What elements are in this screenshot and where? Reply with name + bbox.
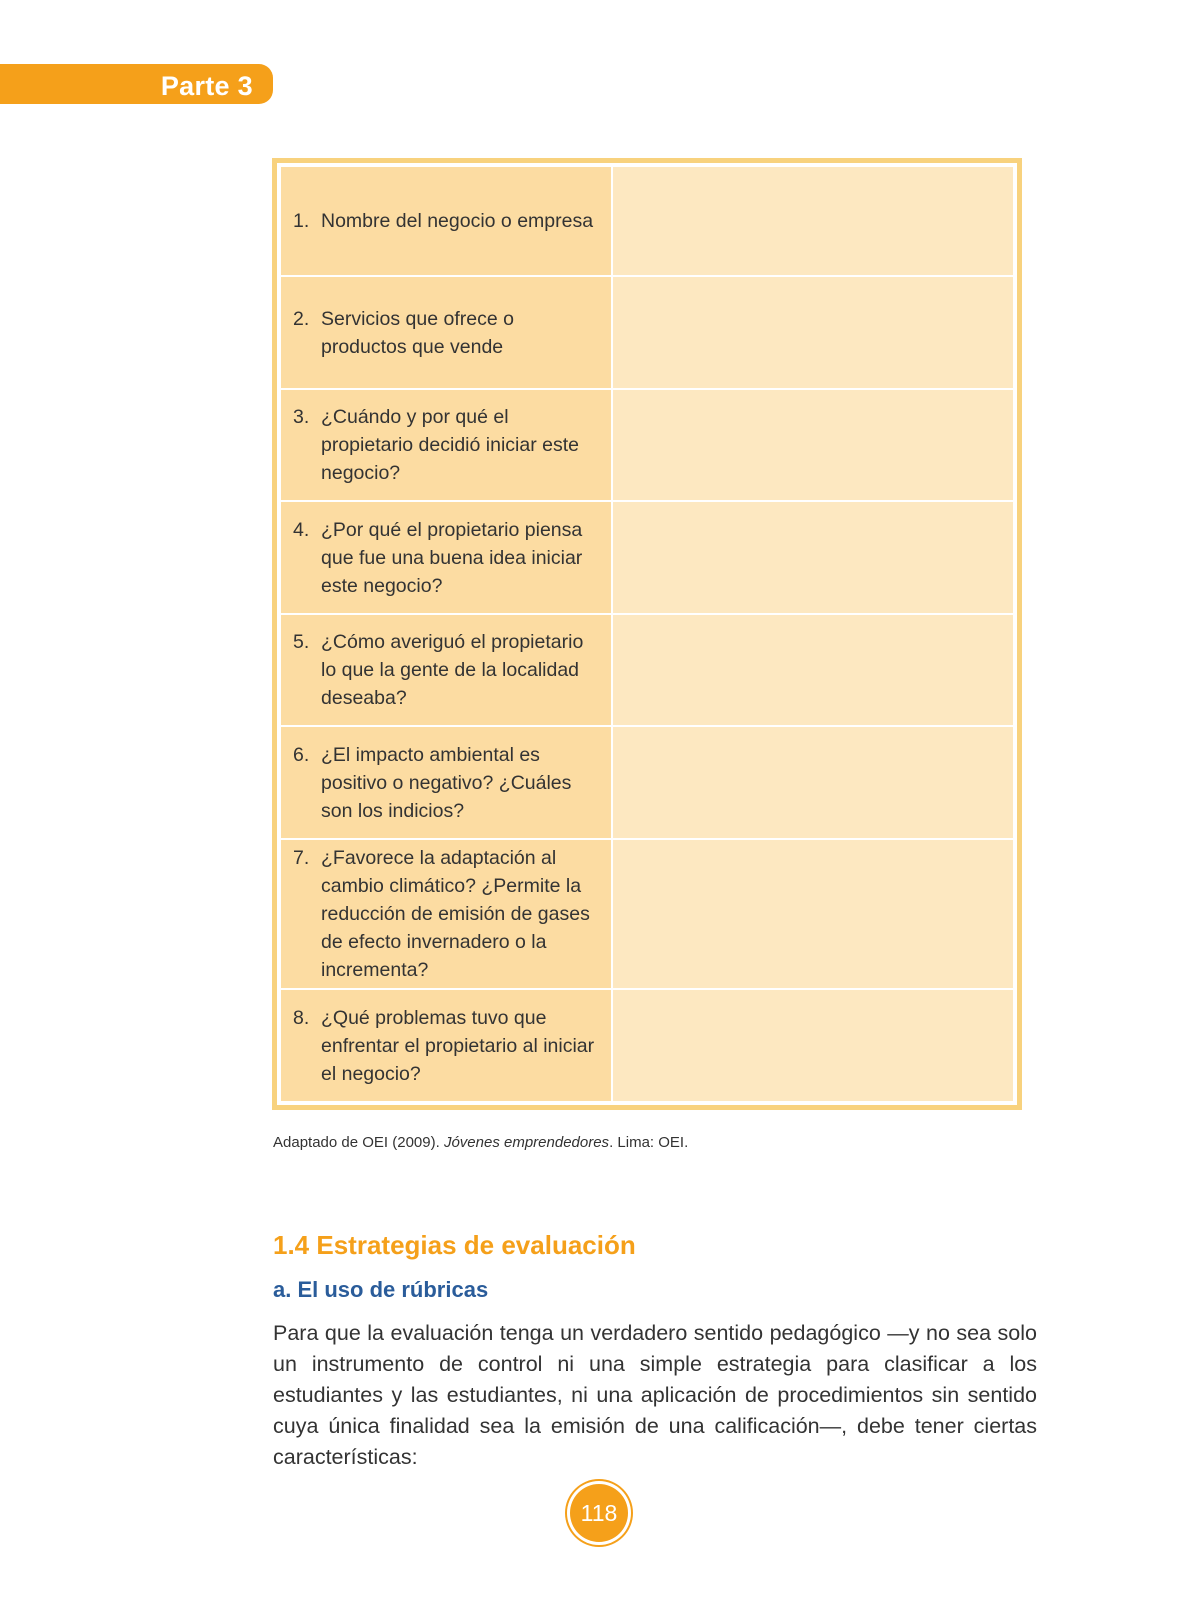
body-paragraph: Para que la evaluación tenga un verdadero sentido pedagógico —y no sea solo un instrumento de control ni una simple estrategia para clasificar a los estudiantes y las estudiantes, ni una aplicación de procedimientos sin sentido cuya única finalidad sea la emisión de una calificación—, debe tener ciertas características: xyxy=(273,1321,1037,1469)
answer-cell[interactable] xyxy=(612,614,1014,726)
page-number xyxy=(567,1481,631,1545)
table-row xyxy=(280,726,1014,838)
question-text: ¿Qué problemas tuvo que enfrentar el propietario al iniciar el negocio? xyxy=(321,1006,595,1085)
question-text: ¿Cómo averiguó el propietario lo que la gente de la localidad deseaba? xyxy=(321,631,584,710)
table-row xyxy=(280,839,1014,990)
answer-cell[interactable] xyxy=(612,839,1014,990)
source-suffix: . Lima: OEI. xyxy=(609,1134,689,1151)
question-cell xyxy=(280,166,612,276)
section-subheading: a. El uso de rúbricas xyxy=(273,1277,489,1302)
answer-cell[interactable] xyxy=(612,726,1014,838)
section-heading: 1.4 Estrategias de evaluación xyxy=(273,1230,636,1260)
answer-cell[interactable] xyxy=(612,501,1014,613)
table-row xyxy=(280,614,1014,726)
table-row xyxy=(280,989,1014,1102)
part-tab xyxy=(0,64,273,104)
question-number: 5. xyxy=(293,631,310,654)
source-title: Jóvenes emprendedores xyxy=(443,1134,610,1151)
table-row xyxy=(280,389,1014,501)
question-number: 1. xyxy=(293,210,310,233)
question-cell xyxy=(280,726,612,838)
question-cell xyxy=(280,276,612,388)
question-cell xyxy=(280,839,612,990)
question-text: ¿Cuándo y por qué el propietario decidió iniciar este negocio? xyxy=(321,406,579,485)
question-text: Servicios que ofrece o productos que vende xyxy=(321,307,514,358)
question-cell xyxy=(280,614,612,726)
question-cell xyxy=(280,389,612,501)
source-citation xyxy=(273,1134,688,1151)
question-number: 4. xyxy=(293,518,310,541)
source-prefix: Adaptado de OEI (2009). xyxy=(273,1134,444,1151)
question-number: 2. xyxy=(293,307,310,330)
table-row xyxy=(280,501,1014,613)
question-text: ¿Favorece la adaptación al cambio climático? ¿Permite la reducción de emisión de gases de efecto invernadero o la incrementa? xyxy=(321,847,590,982)
questionnaire-frame xyxy=(272,158,1022,1110)
part-label: Parte 3 xyxy=(160,71,253,101)
question-text: ¿El impacto ambiental es positivo o negativo? ¿Cuáles son los indicios? xyxy=(321,743,572,822)
questionnaire-table xyxy=(279,165,1015,1103)
question-text: ¿Por qué el propietario piensa que fue una buena idea iniciar este negocio? xyxy=(321,518,583,597)
answer-cell[interactable] xyxy=(612,276,1014,388)
question-text: Nombre del negocio o empresa xyxy=(321,210,594,233)
question-number: 3. xyxy=(293,406,310,429)
answer-cell[interactable] xyxy=(612,166,1014,276)
table-row xyxy=(280,166,1014,276)
answer-cell[interactable] xyxy=(612,989,1014,1102)
question-number: 7. xyxy=(293,847,310,870)
question-cell xyxy=(280,989,612,1102)
question-number: 8. xyxy=(293,1006,310,1029)
table-row xyxy=(280,276,1014,388)
question-number: 6. xyxy=(293,743,310,766)
answer-cell[interactable] xyxy=(612,389,1014,501)
page-number-text: 118 xyxy=(580,1499,618,1526)
question-cell xyxy=(280,501,612,613)
